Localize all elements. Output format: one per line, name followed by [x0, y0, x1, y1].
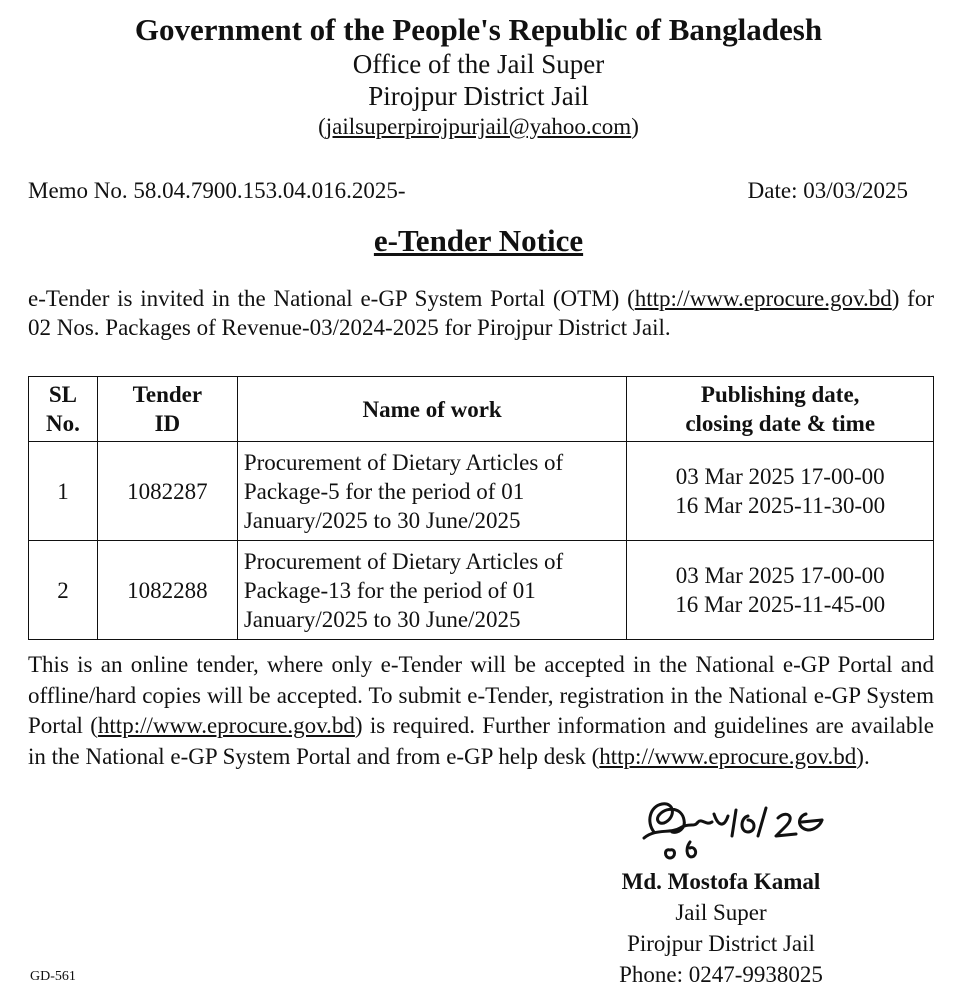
email-line — [0, 112, 957, 142]
cell-work: Procurement of Dietary Articles of Package-5 for the period of 01 January/2025 to 30 June/2025 — [237, 442, 627, 541]
signatory-office: Pirojpur District Jail — [627, 931, 815, 956]
table-header-row — [29, 377, 934, 442]
instructions-paragraph: This is an online tender, where only e-Tender will be accepted in the National e-GP Portal and offline/hard copies will be accepted. To submit e-Tender, registration in the National e-GP System Portal (http://www.eprocure.gov.bd) is required. Further information and guidelines are available in the National e-GP System Portal and from e-GP help desk (http://www.eprocure.gov.bd). — [28, 652, 934, 769]
gd-code: GD-561 — [30, 969, 76, 984]
intro-portal-link[interactable]: http://www.eprocure.gov.bd — [634, 286, 892, 311]
cell-work: Procurement of Dietary Articles of Package-13 for the period of 01 January/2025 to 30 June/2025 — [237, 541, 627, 640]
table-row — [29, 541, 934, 640]
signatory-name: Md. Mostofa Kamal — [621, 869, 821, 894]
email-link[interactable]: jailsuperpirojpurjail@yahoo.com — [325, 114, 632, 139]
header-name-of-work: Name of work — [237, 377, 627, 442]
intro-paragraph — [28, 284, 934, 342]
intro-text-2: ) for 02 Nos. Packages of Revenue-03/2024-2025 for Pirojpur District Jail. — [28, 286, 935, 340]
government-heading: Government of the People's Republic of Bangladesh — [134, 12, 823, 47]
publishing-date: 03 Mar 2025 17-00-00 — [675, 563, 885, 588]
header-tender-id: Tender ID — [97, 377, 237, 442]
closing-date: 16 Mar 2025-11-30-00 — [675, 493, 886, 518]
jail-name: Pirojpur District Jail — [368, 81, 589, 111]
header-sl: SL No. — [29, 377, 98, 442]
closing-date: 16 Mar 2025-11-45-00 — [675, 592, 886, 617]
signatory-designation: Jail Super — [675, 900, 767, 925]
cell-dates — [627, 442, 934, 541]
memo-date: Date: 03/03/2025 — [747, 178, 908, 203]
office-name: Office of the Jail Super — [352, 49, 605, 79]
notice-title — [0, 222, 957, 260]
portal-link[interactable]: http://www.eprocure.gov.bd — [97, 713, 355, 738]
cell-sl: 1 — [29, 442, 98, 541]
email-open: ( — [318, 114, 326, 139]
handwritten-signature — [636, 792, 836, 870]
tender-table — [28, 376, 934, 640]
email-close: ) — [631, 114, 639, 139]
signatory-phone: Phone: 0247-9938025 — [619, 962, 823, 987]
intro-text-1: e-Tender is invited in the National e-GP System Portal (OTM) ( — [28, 286, 635, 311]
signatory-block — [540, 866, 902, 990]
cell-tender-id: 1082288 — [97, 541, 237, 640]
header-dates: Publishing date, closing date & time — [627, 377, 934, 442]
help-desk-link[interactable]: http://www.eprocure.gov.bd — [599, 743, 857, 769]
memo-number: Memo No. 58.04.7900.153.04.016.2025- — [28, 178, 406, 203]
cell-dates — [627, 541, 934, 640]
notice-title-text: e-Tender Notice — [373, 223, 584, 258]
letterhead — [0, 12, 957, 142]
cell-sl: 2 — [29, 541, 98, 640]
cell-tender-id: 1082287 — [97, 442, 237, 541]
publishing-date: 03 Mar 2025 17-00-00 — [675, 464, 885, 489]
table-row — [29, 442, 934, 541]
